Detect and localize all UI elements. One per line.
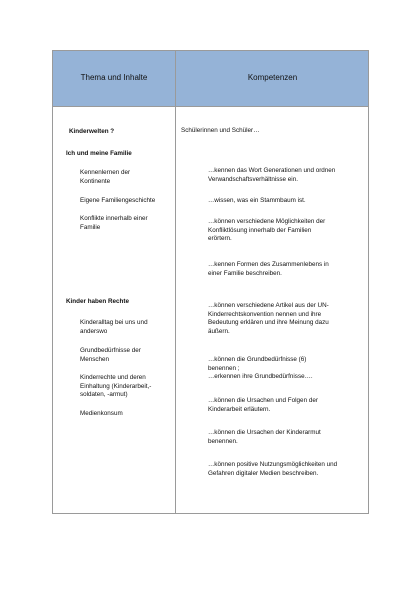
topic-item: Kinderalltag bei uns und anderswo xyxy=(80,319,148,335)
section-title: Kinderwelten ? xyxy=(69,128,115,135)
competency-item: …wissen, was ein Stammbaum ist. xyxy=(208,197,306,204)
topic-item: Kinderrechte und deren Einhaltung (Kinderarbeit,- soldaten, -armut) xyxy=(80,374,152,399)
curriculum-table xyxy=(52,50,369,514)
competency-item: …können positive Nutzungsmöglichkeiten und Gefahren digitaler Medien beschreiben. xyxy=(208,461,338,477)
competency-item: …können verschiedene Möglichkeiten der Konfliktlösung innerhalb der Familien erörtern. xyxy=(208,218,326,243)
competency-intro: Schülerinnen und Schüler… xyxy=(181,127,260,134)
column-divider xyxy=(175,51,176,513)
competency-item: …können die Ursachen der Kinderarmut benennen. xyxy=(208,429,321,445)
topic-item: Grundbedürfnisse der Menschen xyxy=(80,347,141,363)
topic-item: Kennenlernen der Kontinente xyxy=(80,169,131,185)
competency-item: …kennen das Wort Generationen und ordnen Verwandschaftsverhältnisse ein. xyxy=(208,167,336,183)
table-header xyxy=(53,51,368,107)
header-competencies: Kompetenzen xyxy=(247,73,298,82)
competency-item: …können die Grundbedürfnisse (6) benennen ; …erkennen ihre Grundbedürfnisse…. xyxy=(208,356,313,381)
competency-item: …können die Ursachen und Folgen der Kinderarbeit erläutern. xyxy=(208,397,318,413)
header-topics: Thema und Inhalte xyxy=(80,73,148,82)
topic-item: Konflikte innerhalb einer Familie xyxy=(80,215,148,231)
group-title-rights: Kinder haben Rechte xyxy=(66,298,129,305)
competency-item: …können verschiedene Artikel aus der UN- Kinderrechtskonvention nennen und ihre Bedeutung erklären und ihre Meinung dazu äußern. xyxy=(208,302,329,336)
competency-item: …kennen Formen des Zusammenlebens in einer Familie beschreiben. xyxy=(208,261,329,277)
topic-item: Medienkonsum xyxy=(80,410,123,417)
group-title-family: Ich und meine Familie xyxy=(66,150,132,157)
topic-item: Eigene Familiengeschichte xyxy=(80,197,156,204)
